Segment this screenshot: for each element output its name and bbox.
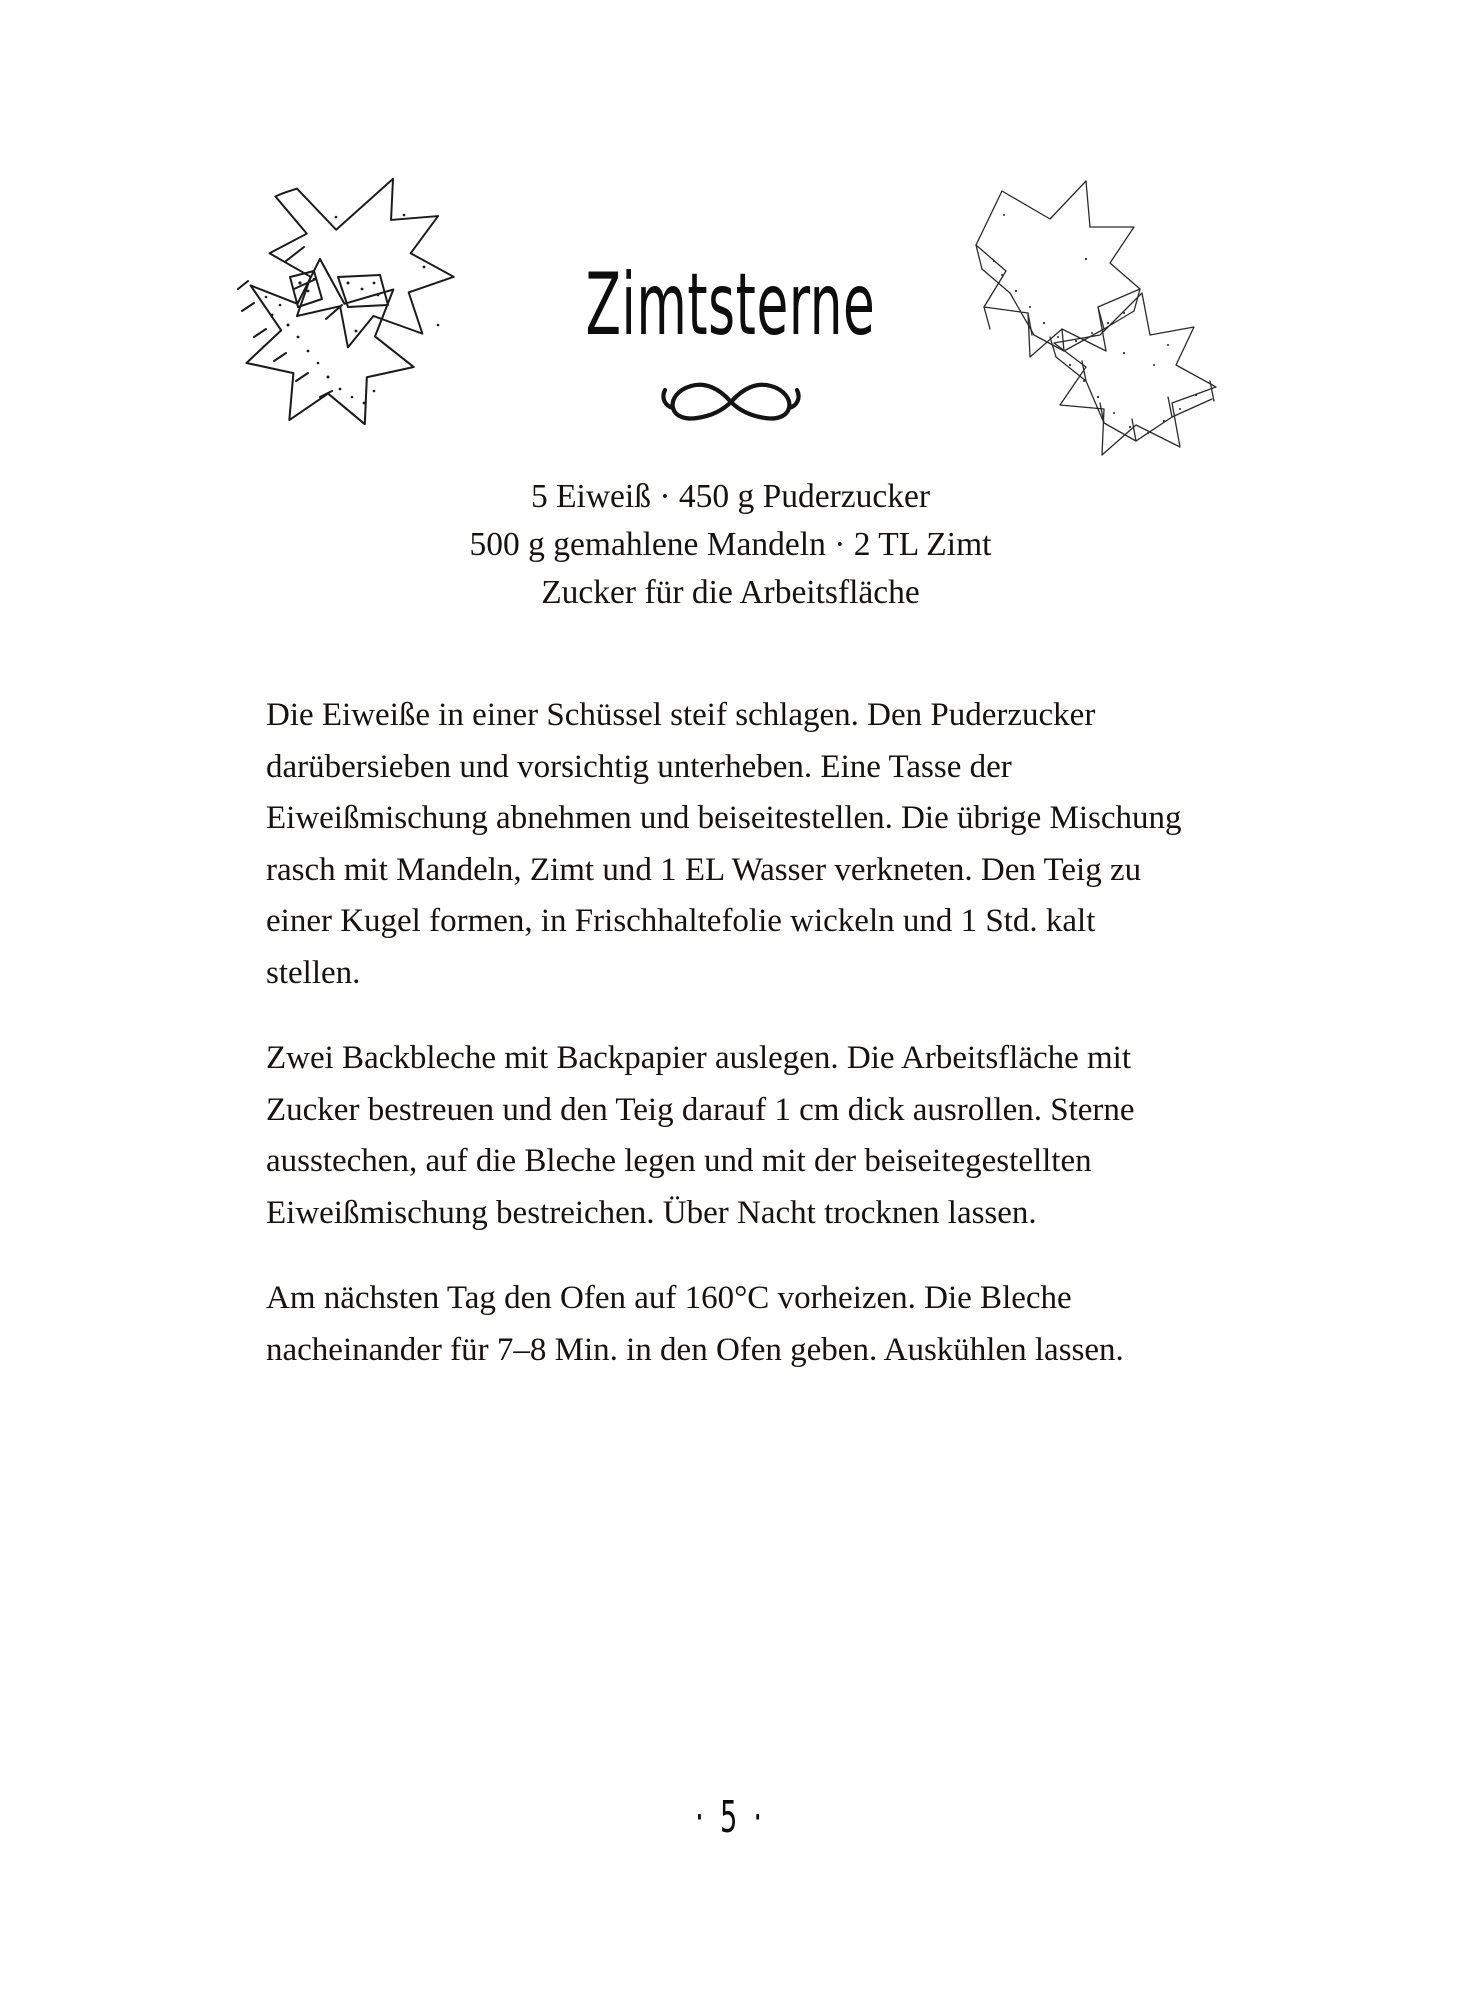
instruction-paragraph: Zwei Backbleche mit Backpapier auslegen. Die Arbeitsfläche mit Zucker bestreuen und den Teig darauf 1 cm dick ausrollen. Sterne ausstechen, auf die Bleche legen und mit der beiseitegestellten Eiweißmischung bestreichen. Über Nacht trocknen lassen. [266,1040,1135,1231]
ingredient-line: 500 g gemahlene Mandeln · 2 TL Zimt [469,526,992,563]
recipe-title: Zimtsterne [585,254,876,355]
instruction-paragraph: Die Eiweiße in einer Schüssel steif schlagen. Den Puderzucker darübersieben und vorsichtig unterheben. Eine Tasse der Eiweißmischung abnehmen und beiseitestellen. Die übrige Mischung rasch mit Mandeln, Zimt und 1 EL Wasser verkneten. Den Teig zu einer Kugel formen, in Frischhaltefolie wickeln und 1 Std. kalt stellen. [266,697,1182,991]
page-number: · 5 · [695,1792,766,1843]
mustache-ornament-icon [631,358,831,434]
ingredient-line: Zucker für die Arbeitsfläche [541,574,920,611]
instruction-paragraph: Am nächsten Tag den Ofen auf 160°C vorheizen. Die Bleche nacheinander für 7–8 Min. in den Ofen geben. Auskühlen lassen. [266,1280,1124,1368]
ingredients-list [0,473,1461,617]
ingredient-line: 5 Eiweiß · 450 g Puderzucker [530,478,931,515]
instructions-body [266,690,1196,1376]
